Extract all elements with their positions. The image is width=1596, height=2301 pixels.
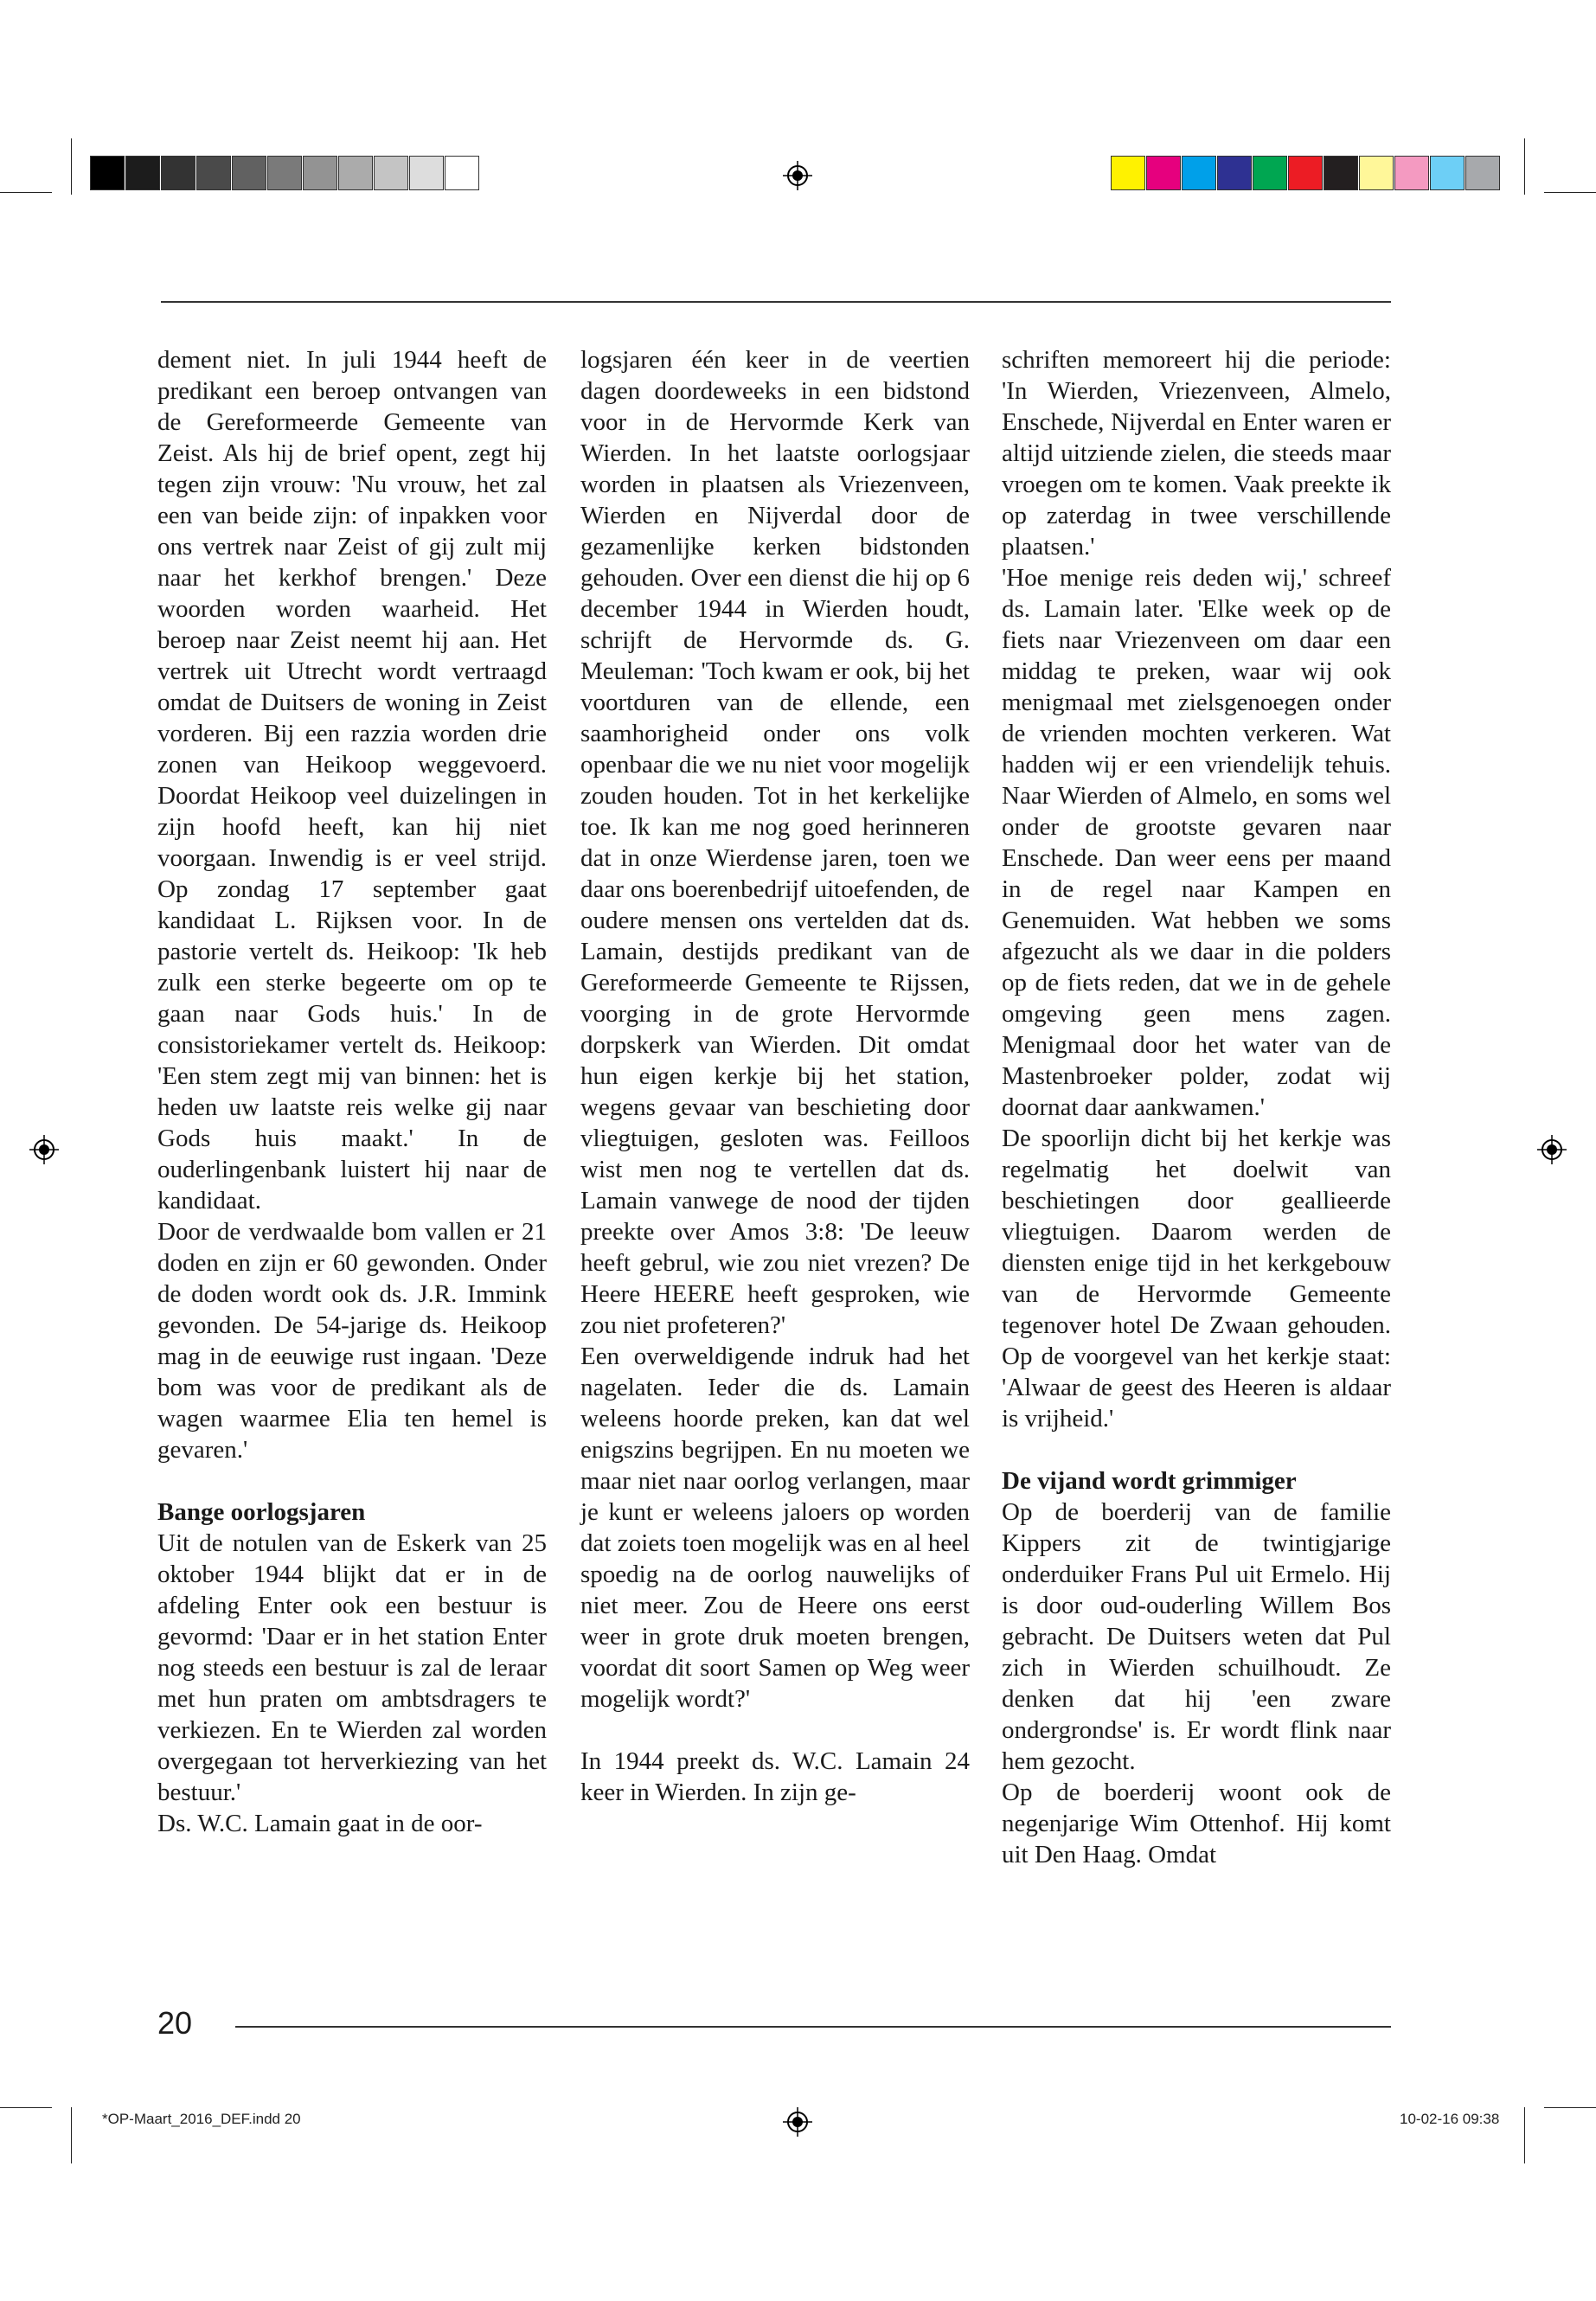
color-swatch — [303, 156, 337, 190]
color-swatch — [1359, 156, 1394, 190]
registration-mark-icon — [29, 1135, 59, 1164]
crop-mark — [1544, 2107, 1596, 2108]
crop-mark — [71, 2107, 72, 2163]
crop-mark — [0, 2107, 52, 2108]
color-swatch — [267, 156, 302, 190]
crop-mark — [0, 192, 52, 193]
paragraph: dement niet. In juli 1944 heeft de predikant een beroep ontvangen van de Gereformeerde Gemeente van Zeist. Als hij de brief opent, zegt hij tegen zijn vrouw: 'Nu vrouw, het zal een van beide zijn: of inpakken voor ons vertrek naar Zeist of gij zult mij naar het kerkhof brengen.' Deze woorden worden waarheid. Het beroep naar Zeist neemt hij aan. Het vertrek uit Utrecht wordt vertraagd omdat de Duitsers de woning in Zeist vorderen. Bij een razzia worden drie zonen van Heikoop weggevoerd. Doordat Heikoop veel duizelingen in zijn hoofd heeft, kan hij niet voorgaan. Inwendig is er veel strijd. Op zondag 17 september gaat kandidaat L. Rijksen voor. In de pastorie vertelt ds. Heikoop: 'Ik heb zulk een sterke begeerte om op te gaan naar Gods huis.' In de consistoriekamer vertelt ds. Heikoop: 'Een stem zegt mij van binnen: het is heden uw laatste reis welke gij naar Gods huis maakt.' In de ouderlingenbank luistert hij naar de kandidaat. — [157, 346, 547, 1215]
paragraph: Uit de notulen van de Eskerk van 25 oktober 1944 blijkt dat er in de afdeling Enter ook een bestuur is gevormd: 'Daar er in het station Enter nog steeds een bestuur is zal de leraar met hun praten om ambtsdragers te verkiezen. En te Wierden zal worden overgegaan tot herverkiezing van het bestuur.' — [157, 1529, 547, 1806]
color-swatch — [1253, 156, 1287, 190]
registration-mark-icon — [1537, 1135, 1567, 1164]
footer-rule — [235, 2026, 1391, 2028]
paragraph: Op de boerderij van de familie Kippers zit de twintigjarige onderduiker Frans Pul uit Ermelo. Hij is door oud-ouderling Willem Bos gebracht. De Duitsers weten dat Pul zich in Wierden schuilhoudt. Ze denken dat hij 'een zware ondergrondse' is. Er wordt flink naar hem gezocht. — [1002, 1498, 1391, 1775]
color-swatch — [1394, 156, 1429, 190]
paragraph: Een overweldigende indruk had het nagelaten. Ieder die ds. Lamain weleens hoorde preken, kan dat wel enigszins begrijpen. En nu moeten we maar niet naar oorlog verlangen, maar je kunt er weleens jaloers op worden dat zoiets toen mogelijk was en al heel spoedig na de oorlog nauwelijks of niet meer. Zou de Heere ons eerst weer in grote druk moeten brengen, voordat dit soort Samen op Weg weer mogelijk wordt?' — [580, 1343, 970, 1713]
color-swatch — [161, 156, 195, 190]
color-swatch — [374, 156, 408, 190]
color-swatch — [232, 156, 266, 190]
color-swatch — [196, 156, 231, 190]
paragraph: De spoorlijn dicht bij het kerkje was regelmatig het doelwit van beschietingen door geallieerde vliegtuigen. Daarom werden de diensten enige tijd in het kerkgebouw van de Hervormde Gemeente tegenover hotel De Zwaan gehouden. Op de voorgevel van het kerkje staat: 'Alwaar de geest des Heeren is aldaar is vrijheid.' — [1002, 1125, 1391, 1433]
crop-mark — [71, 138, 72, 195]
color-swatch — [1465, 156, 1500, 190]
color-swatch — [1430, 156, 1465, 190]
paragraph: In 1944 preekt ds. W.C. Lamain 24 keer in Wierden. In zijn ge- — [580, 1747, 970, 1806]
color-swatch — [1288, 156, 1323, 190]
color-swatch — [1182, 156, 1216, 190]
column-left — [157, 344, 547, 1839]
paragraph: Ds. W.C. Lamain gaat in de oor- — [157, 1810, 483, 1837]
color-swatch — [445, 156, 479, 190]
paragraph: Door de verdwaalde bom vallen er 21 doden en zijn er 60 gewonden. Onder de doden wordt ook ds. J.R. Immink gevonden. De 54-jarige ds. Heikoop mag in de eeuwige rust ingaan. 'Deze bom was voor de predikant als de wagen waarmee Elia ten hemel is gevaren.' — [157, 1218, 547, 1464]
color-swatch — [1111, 156, 1145, 190]
registration-mark-icon — [783, 2107, 812, 2137]
crop-mark — [1544, 192, 1596, 193]
paragraph: Op de boerderij woont ook de negenjarige Wim Ottenhof. Hij komt uit Den Haag. Omdat — [1002, 1779, 1391, 1868]
color-swatch — [90, 156, 125, 190]
section-heading: Bange oorlogsjaren — [157, 1498, 366, 1526]
paragraph: schriften memoreert hij die periode: 'In Wierden, Vriezenveen, Almelo, Enschede, Nijverdal en Enter waren er altijd uitziende zielen, die steeds maar vroegen om te komen. Vaak preekte ik op zaterdag in twee verschillende plaatsen.' — [1002, 346, 1391, 561]
crop-mark — [1524, 2107, 1525, 2163]
column-middle — [580, 344, 970, 1808]
page-number: 20 — [157, 2005, 193, 2041]
color-swatch — [1217, 156, 1252, 190]
slug-timestamp: 10-02-16 09:38 — [1400, 2111, 1500, 2127]
color-swatch — [125, 156, 160, 190]
slug-filename: *OP-Maart_2016_DEF.indd 20 — [102, 2111, 301, 2127]
paragraph: 'Hoe menige reis deden wij,' schreef ds. Lamain later. 'Elke week op de fiets naar Vriezenveen om daar een middag te preken, waar wij ook menigmaal met zielsgenoegen onder de vrienden mochten verkeren. Wat hadden wij er een vriendelijk tehuis. Naar Wierden of Almelo, en soms wel onder de grootste gevaren naar Enschede. Dan weer eens per maand in de regel naar Kampen en Genemuiden. Wat hebben we soms afgezucht als we daar in die polders op de fiets reden, dat we in de gehele omgeving geen mens zagen. Menigmaal door het water van de Mastenbroeker polder, zodat wij doornat daar aankwamen.' — [1002, 564, 1391, 1121]
paragraph: logsjaren één keer in de veertien dagen doordeweeks in een bidstond voor in de Hervormde Kerk van Wierden. In het laatste oorlogsjaar worden in plaatsen als Vriezenveen, Wierden en Nijverdal door de gezamenlijke kerken bidstonden gehouden. Over een dienst die hij op 6 december 1944 in Wierden houdt, schrijft de Hervormde ds. G. Meuleman: 'Toch kwam er ook, bij het voortduren van de ellende, een saamhorigheid onder ons volk openbaar die we nu niet voor mogelijk zouden houden. Tot in het kerkelijke toe. Ik kan me nog goed herinneren dat in onze Wierdense jaren, toen we daar ons boerenbedrijf uitoefenden, de oudere mensen ons vertelden dat ds. Lamain, destijds predikant van de Gereformeerde Gemeente te Rijssen, voorging in de grote Hervormde dorpskerk van Wierden. Dit omdat hun eigen kerkje bij het station, wegens gevaar van beschieting door vliegtuigen, gesloten was. Feilloos wist men nog te vertellen dat ds. Lamain vanwege de nood der tijden preekte over Amos 3:8: 'De leeuw heeft gebrul, wie zou niet vrezen? De Heere HEERE heeft gesproken, wie zou niet profeteren?' — [580, 346, 970, 1339]
grayscale-color-bar — [90, 156, 480, 190]
color-swatch — [409, 156, 444, 190]
header-rule — [161, 301, 1391, 303]
section-heading: De vijand wordt grimmiger — [1002, 1467, 1297, 1495]
registration-mark-icon — [783, 161, 812, 190]
crop-mark — [1524, 138, 1525, 195]
column-right — [1002, 344, 1391, 1870]
color-swatch — [1146, 156, 1181, 190]
color-swatch — [338, 156, 373, 190]
color-swatch — [1324, 156, 1358, 190]
process-color-bar — [1111, 156, 1501, 190]
